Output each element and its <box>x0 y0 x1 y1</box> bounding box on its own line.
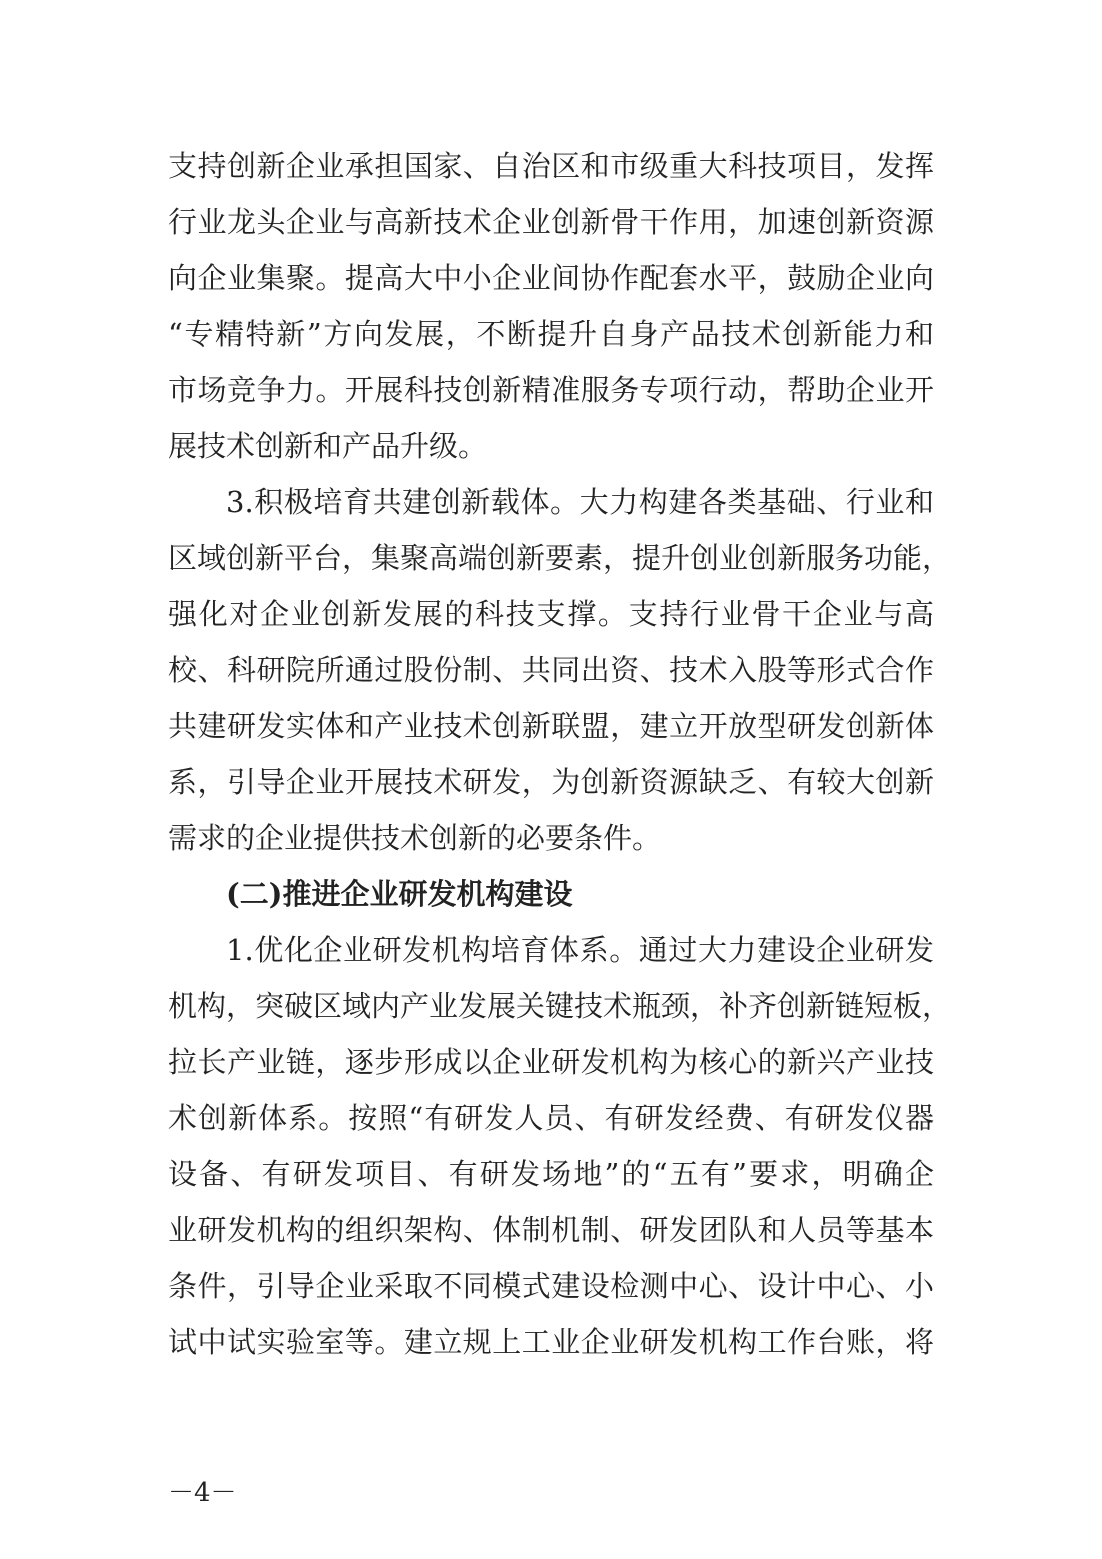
text-line: 展技术创新和产品升级。 <box>168 429 488 463</box>
text-line: 向企业集聚。提高大中小企业间协作配套水平，鼓励企业向 <box>168 261 934 295</box>
text-line: 市场竞争力。开展科技创新精准服务专项行动，帮助企业开 <box>168 373 934 407</box>
text-line: 强化对企业创新发展的科技支撑。支持行业骨干企业与高 <box>168 597 934 631</box>
section-heading: (二)推进企业研发机构建设 <box>226 877 573 911</box>
text-line: “专精特新”方向发展，不断提升自身产品技术创新能力和 <box>168 317 934 351</box>
text-line: 业研发机构的组织架构、体制机制、研发团队和人员等基本 <box>168 1213 934 1247</box>
text-line: 1.优化企业研发机构培育体系。通过大力建设企业研发 <box>226 933 934 967</box>
text-line: 条件，引导企业采取不同模式建设检测中心、设计中心、小 <box>168 1269 934 1303</box>
text-line: 拉长产业链，逐步形成以企业研发机构为核心的新兴产业技 <box>168 1045 934 1079</box>
text-line: 需求的企业提供技术创新的必要条件。 <box>168 821 662 855</box>
text-line: 行业龙头企业与高新技术企业创新骨干作用，加速创新资源 <box>168 205 934 239</box>
text-line: 3.积极培育共建创新载体。大力构建各类基础、行业和 <box>226 485 934 519</box>
text-line: 设备、有研发项目、有研发场地”的“五有”要求，明确企 <box>168 1157 934 1191</box>
page-number: －4－ <box>168 1478 237 1508</box>
text-line: 支持创新企业承担国家、自治区和市级重大科技项目，发挥 <box>168 149 934 183</box>
text-line: 区域创新平台，集聚高端创新要素，提升创业创新服务功能， <box>168 541 952 575</box>
text-line: 术创新体系。按照“有研发人员、有研发经费、有研发仪器 <box>168 1101 934 1135</box>
text-line: 校、科研院所通过股份制、共同出资、技术入股等形式合作 <box>168 653 934 687</box>
text-line: 试中试实验室等。建立规上工业企业研发机构工作台账，将 <box>168 1325 934 1359</box>
text-line: 机构，突破区域内产业发展关键技术瓶颈，补齐创新链短板， <box>168 989 952 1023</box>
text-line: 共建研发实体和产业技术创新联盟，建立开放型研发创新体 <box>168 709 934 743</box>
text-line: 系，引导企业开展技术研发，为创新资源缺乏、有较大创新 <box>168 765 934 799</box>
